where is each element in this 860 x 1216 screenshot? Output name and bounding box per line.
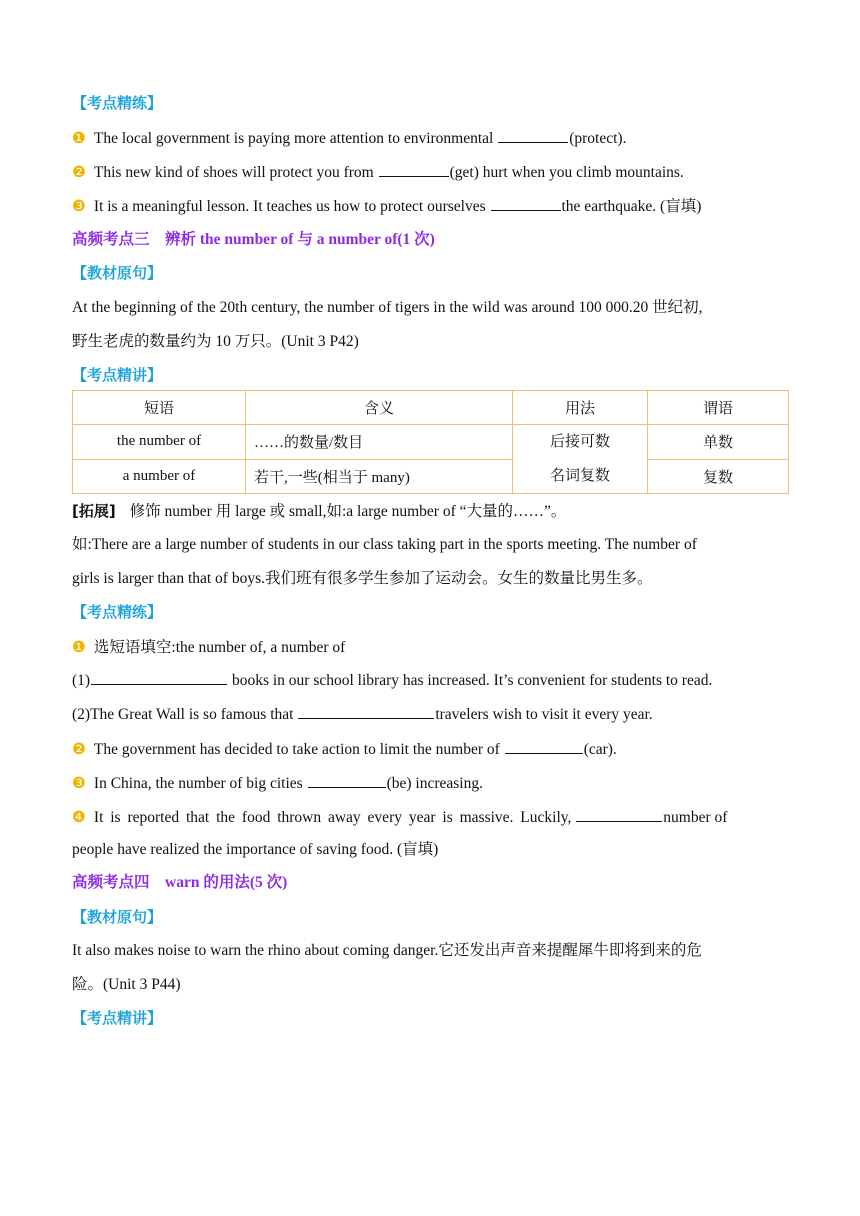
cell-usage: 后接可数 名词复数 xyxy=(513,425,648,494)
exercise-1: ❶ 选短语填空:the number of, a number of xyxy=(72,638,346,656)
section-heading-4: 高频考点四 warn 的用法(5 次) xyxy=(72,874,288,891)
textbook-sentence-line2: 险。(Unit 3 P44) xyxy=(72,976,181,993)
number-3-icon: ❸ xyxy=(72,197,86,215)
exercise-4-line2: people have realized the importance of saving food. (盲填) xyxy=(72,841,439,858)
number-3-icon: ❸ xyxy=(72,774,86,792)
textbook-title: 【教材原句】 xyxy=(72,908,163,926)
number-2-icon: ❷ xyxy=(72,740,86,758)
exercise-4: ❹ It is reported that the food thrown away every year is massive. Luckily, number of xyxy=(72,808,728,826)
textbook-title: 【教材原句】 xyxy=(72,264,163,282)
answer-blank[interactable] xyxy=(498,128,568,143)
textbook-sentence-line1: At the beginning of the 20th century, the number of tigers in the wild was around 100 000.20 世纪初, xyxy=(72,299,703,316)
explain-title: 【考点精讲】 xyxy=(72,366,163,384)
cell-predicate: 单数 xyxy=(648,425,789,460)
table-row xyxy=(73,459,789,494)
exercise-2: ❷ This new kind of shoes will protect you from (get) hurt when you climb mountains. xyxy=(72,163,684,181)
answer-blank[interactable] xyxy=(91,670,227,685)
textbook-sentence-line2: 野生老虎的数量约为 10 万只。(Unit 3 P42) xyxy=(72,333,359,350)
answer-blank[interactable] xyxy=(379,162,449,177)
cell-predicate: 复数 xyxy=(648,459,789,494)
table-header-row xyxy=(73,391,789,425)
table-row xyxy=(73,425,789,460)
example-line2: girls is larger than that of boys.我们班有很多学生参加了运动会。女生的数量比男生多。 xyxy=(72,570,653,587)
header-usage: 用法 xyxy=(513,391,648,425)
exercise-3: ❸ It is a meaningful lesson. It teaches us how to protect ourselves the earthquake. (盲填) xyxy=(72,197,702,215)
cell-meaning: 若干,一些(相当于 many) xyxy=(246,459,513,494)
answer-blank[interactable] xyxy=(308,773,386,788)
cell-phrase: the number of xyxy=(73,425,246,460)
answer-blank[interactable] xyxy=(298,704,434,719)
comparison-table xyxy=(72,390,789,494)
header-predicate: 谓语 xyxy=(648,391,789,425)
header-meaning: 含义 xyxy=(246,391,513,425)
section-heading-3: 高频考点三 辨析 the number of 与 a number of(1 次) xyxy=(72,231,435,248)
practice-title: 【考点精练】 xyxy=(72,94,163,112)
answer-blank[interactable] xyxy=(576,807,662,822)
answer-blank[interactable] xyxy=(491,196,561,211)
example-line1: 如:There are a large number of students in our class taking part in the sports meeting. The number of xyxy=(72,536,697,553)
header-phrase: 短语 xyxy=(73,391,246,425)
cell-meaning: ……的数量/数目 xyxy=(246,425,513,460)
exercise-2: ❷ The government has decided to take action to limit the number of (car). xyxy=(72,740,617,758)
explain-title: 【考点精讲】 xyxy=(72,1009,163,1027)
number-4-icon: ❹ xyxy=(72,808,86,826)
number-1-icon: ❶ xyxy=(72,129,86,147)
exercise-1: ❶ The local government is paying more attention to environmental (protect). xyxy=(72,129,627,147)
practice-title: 【考点精练】 xyxy=(72,603,163,621)
number-1-icon: ❶ xyxy=(72,638,86,656)
textbook-sentence-line1: It also makes noise to warn the rhino about coming danger.它还发出声音来提醒犀牛即将到来的危 xyxy=(72,942,702,959)
extension-note: [拓展] 修饰 number 用 large 或 small,如:a large number of “大量的……”。 xyxy=(72,502,567,520)
exercise-3: ❸ In China, the number of big cities (be) increasing. xyxy=(72,774,483,792)
exercise-1-1: (1) books in our school library has increased. It’s convenient for students to read. xyxy=(72,672,713,689)
cell-phrase: a number of xyxy=(73,459,246,494)
exercise-1-2: (2)The Great Wall is so famous that travelers wish to visit it every year. xyxy=(72,706,653,723)
extension-label: [拓展] xyxy=(72,502,116,520)
number-2-icon: ❷ xyxy=(72,163,86,181)
answer-blank[interactable] xyxy=(505,739,583,754)
